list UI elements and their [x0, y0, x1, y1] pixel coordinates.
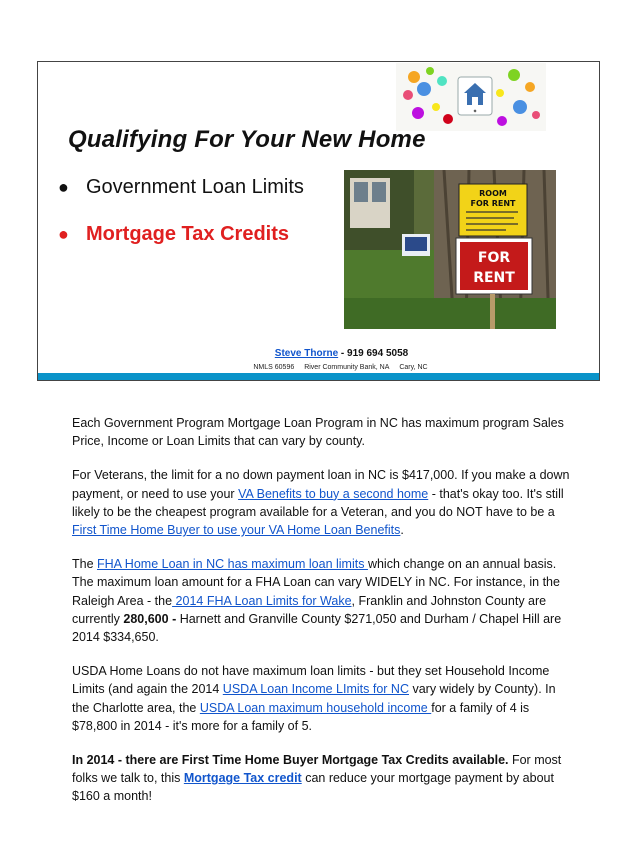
- sign-for-line1: FOR: [477, 250, 511, 266]
- sign-rent-line2: RENT: [473, 270, 515, 286]
- for-rent-photo-graphic: [344, 170, 556, 329]
- link-usda-max-household-income[interactable]: USDA Loan maximum household income: [199, 700, 432, 715]
- text-span: for a family of 4 is $78,800 in 2014 - it's more for a family of 5.: [72, 700, 530, 733]
- contact-separator: -: [338, 348, 348, 359]
- bullet-mortgage-tax-credits: [56, 222, 346, 247]
- text-span: USDA Home Loans do not have maximum loan limits - but they set Household Income Limits (and again the 2014: [72, 664, 550, 697]
- sign-room-line2: FOR RENT: [470, 199, 516, 208]
- text-span: For Veterans, the limit for a no down payment loan in NC is $417,000. If you make a down payment, or need to use your: [72, 468, 570, 501]
- sign-room-line1: ROOM: [479, 189, 507, 198]
- bank-name: River Community Bank, NA: [304, 364, 390, 371]
- paragraph-fha: [72, 555, 572, 646]
- bullet-label: Mortgage Tax Credits: [86, 223, 289, 245]
- header-accent-bar: [38, 373, 599, 380]
- link-fha-loan-limits[interactable]: FHA Home Loan in NC has maximum loan limits: [97, 557, 368, 572]
- company-logo: [396, 63, 546, 131]
- link-first-time-home-buyer-va[interactable]: First Time Home Buyer to use your VA Home Loan Benefits: [72, 523, 401, 538]
- text-span: vary widely by County). In the Charlotte area, the: [72, 682, 556, 715]
- text-span: Harnett and Granville County $271,050 and Durham / Chapel Hill are 2014 $334,650.: [72, 611, 562, 645]
- nmls-number: NMLS 60596: [253, 364, 295, 371]
- bullet-label: Government Loan Limits: [86, 176, 304, 198]
- text-span: can reduce your mortgage payment by about $160 a month!: [72, 771, 554, 804]
- logo-graphic: [396, 63, 546, 131]
- bullet-dot-icon: ●: [58, 177, 69, 197]
- text-span: The: [72, 557, 98, 572]
- header-banner: [37, 61, 600, 381]
- paragraph-usda: [72, 662, 572, 735]
- link-usda-income-limits[interactable]: USDA Loan Income LImits for NC: [222, 682, 409, 697]
- bank-location: Cary, NC: [399, 364, 428, 371]
- for-rent-photo: [344, 170, 556, 329]
- header-bullet-list: [56, 175, 346, 247]
- page-title: Qualifying For Your New Home: [68, 126, 426, 153]
- paragraph-tax-credit: [72, 751, 572, 806]
- text-span: For most folks we talk to, this: [72, 753, 562, 786]
- nmls-line: [38, 364, 599, 371]
- link-2014-fha-limits-wake[interactable]: 2014 FHA Loan Limits for Wake: [172, 593, 352, 608]
- article-body: [72, 414, 572, 822]
- bold-amount: 280,600 -: [123, 611, 180, 626]
- text-span: , Franklin and Johnston County are currently: [72, 593, 547, 626]
- contact-line: [38, 348, 599, 359]
- text-span: - that's okay too. It's still likely to be the cheapest program available for a Veteran, and you do NOT have to be a: [72, 486, 564, 519]
- text-span: .: [400, 523, 404, 538]
- contact-phone: 919 694 5058: [347, 348, 409, 359]
- contact-name-link[interactable]: Steve Thorne: [274, 348, 339, 359]
- svg-text:◆: ◆: [473, 108, 477, 113]
- paragraph-intro: Each Government Program Mortgage Loan Program in NC has maximum program Sales Price, Income or Loan Limits that can vary by county.: [72, 416, 564, 449]
- bullet-dot-icon: ●: [58, 224, 69, 244]
- bold-tax-credit-heading: In 2014 - there are First Time Home Buyer Mortgage Tax Credits available.: [72, 753, 509, 768]
- text-span: which change on an annual basis. The maximum loan amount for a FHA Loan can vary WIDELY in NC. For instance, in the Raleigh Area - the: [72, 557, 560, 608]
- bullet-government-loan-limits: [56, 175, 346, 200]
- paragraph-veterans: [72, 466, 572, 539]
- link-va-benefits-second-home[interactable]: VA Benefits to buy a second home: [238, 486, 429, 501]
- link-mortgage-tax-credit[interactable]: Mortgage Tax credit: [183, 771, 302, 786]
